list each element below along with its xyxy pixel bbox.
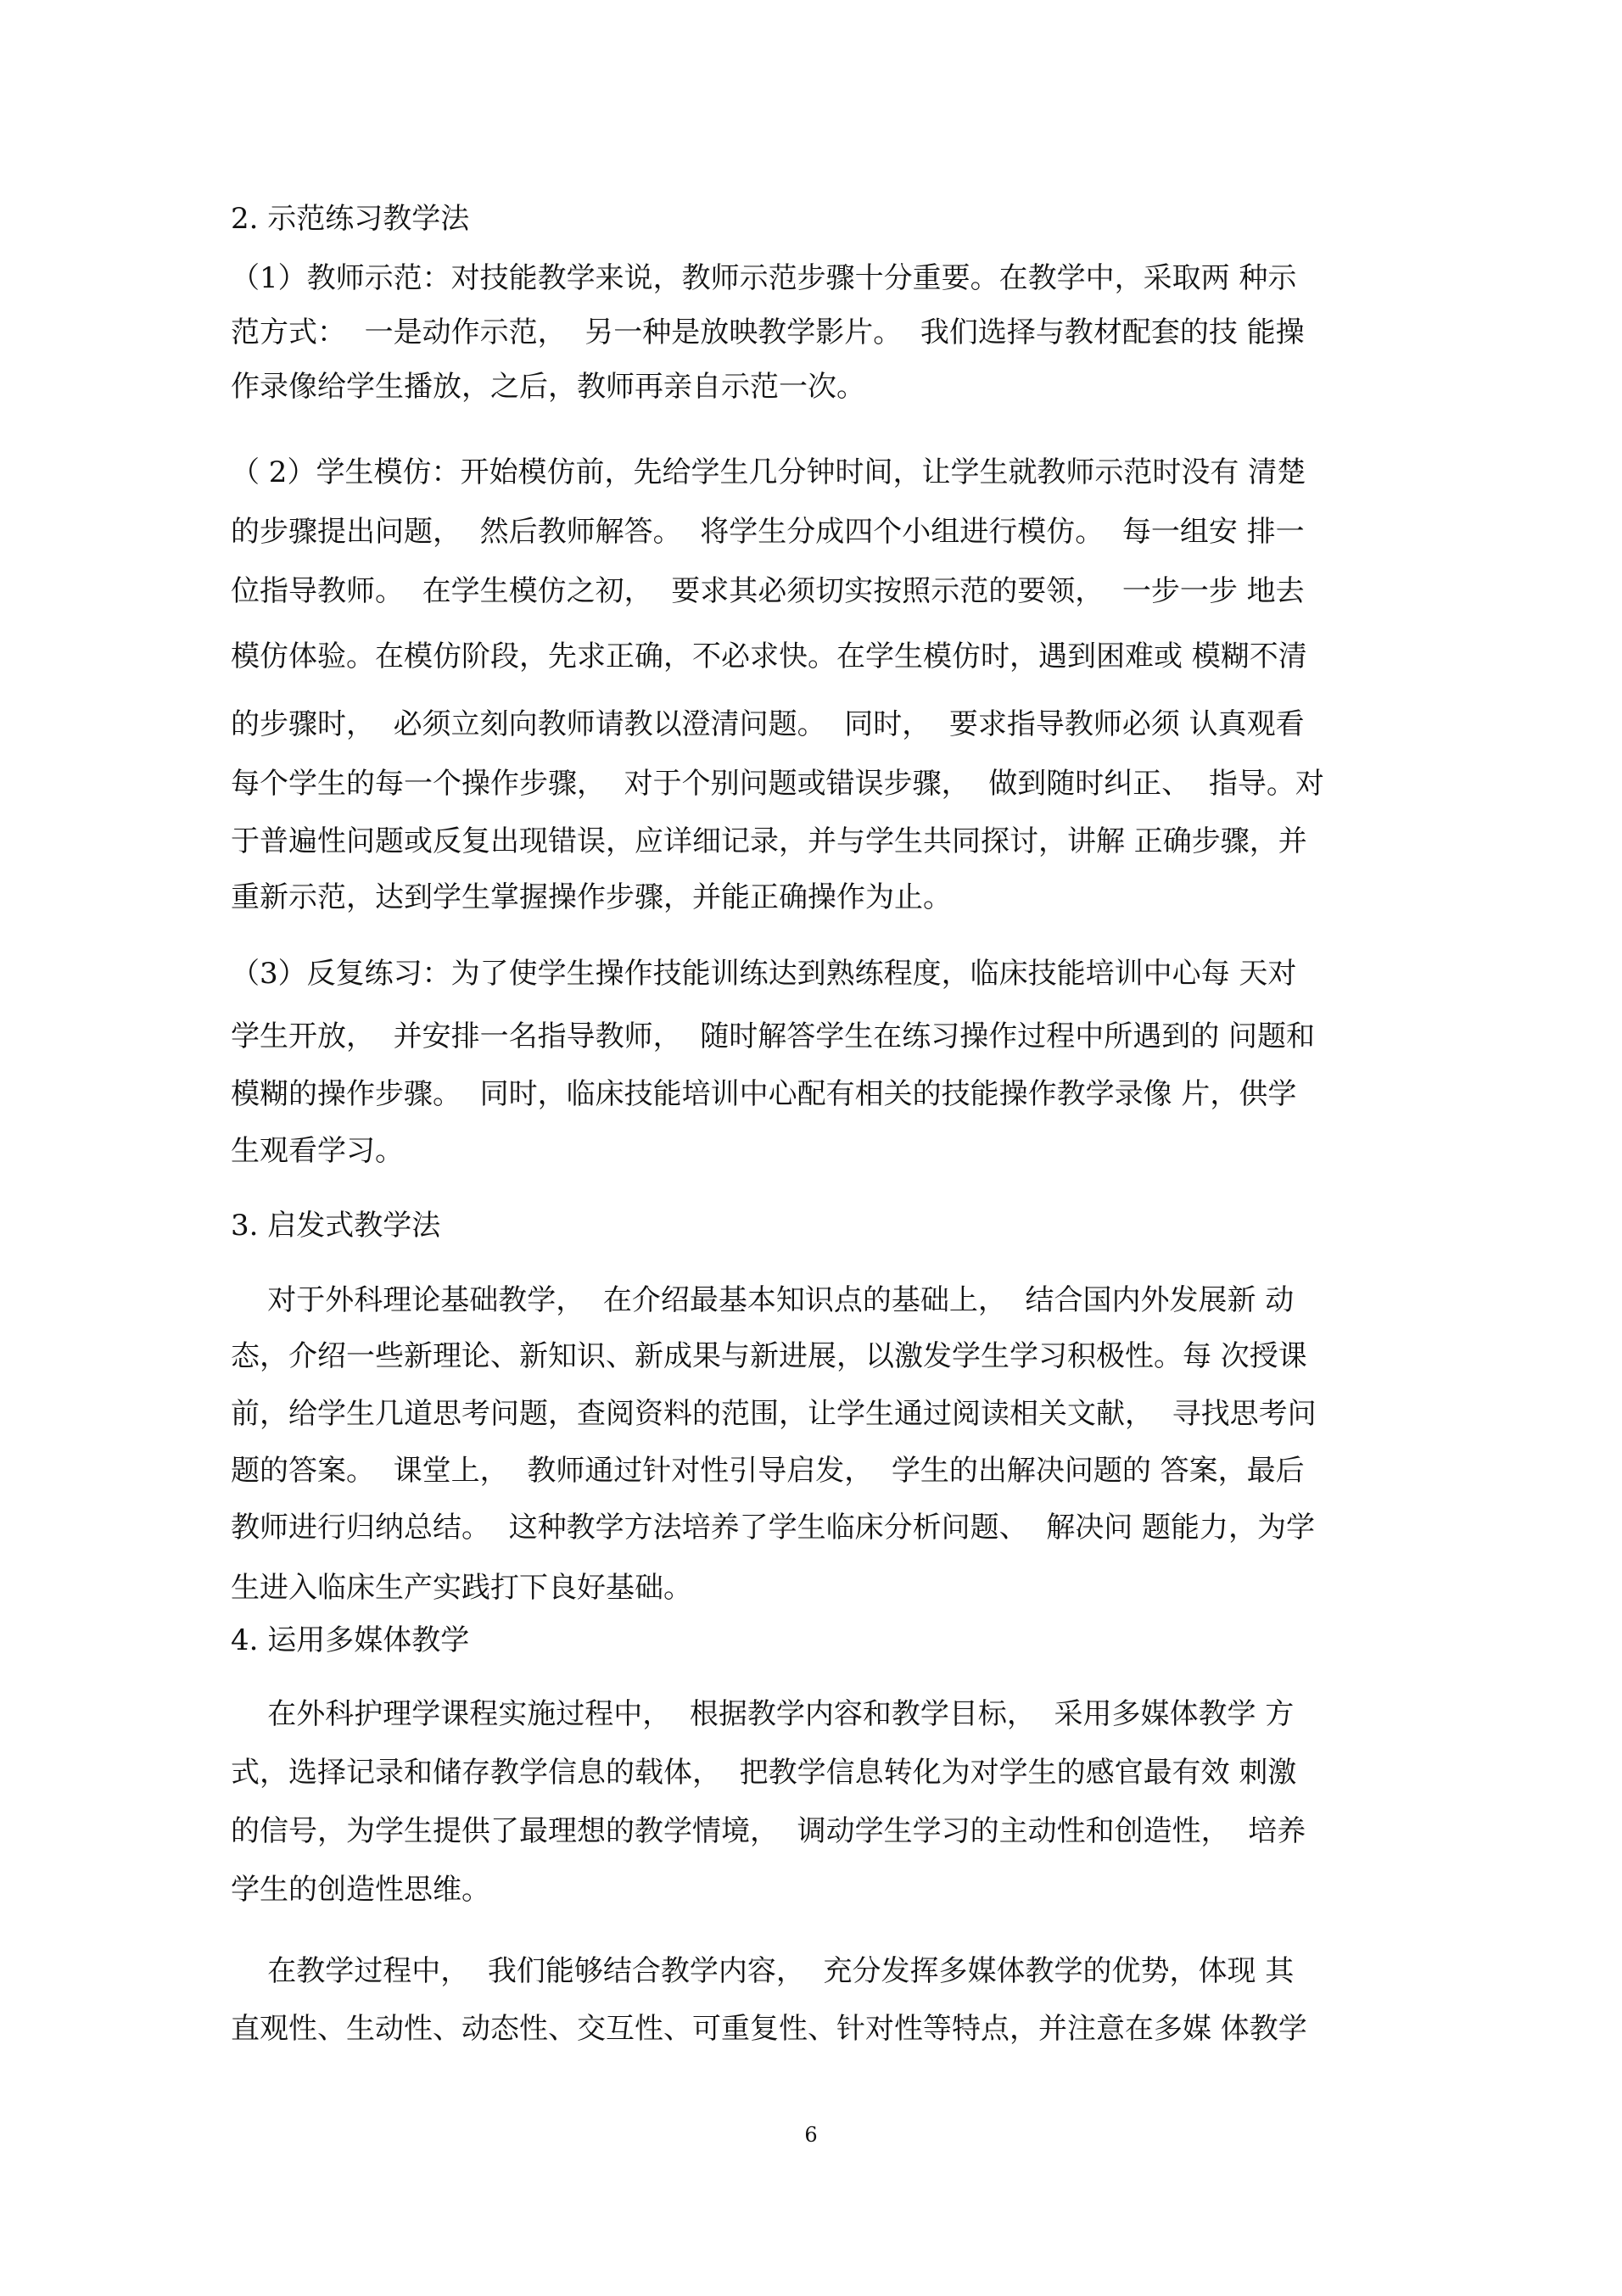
section-heading-demonstration-practice: 2. 示范练习教学法 (231, 202, 470, 236)
paragraph-line: 学生的创造性思维。 (231, 1873, 490, 1907)
paragraph-line: （3）反复练习：为了使学生操作技能训练达到熟练程度，临床技能培训中心每 天对 (231, 957, 1297, 991)
paragraph-line: 的步骤提出问题， 然后教师解答。 将学生分成四个小组进行模仿。 每一组安 排一 (231, 515, 1305, 549)
page-number: 6 (804, 2123, 818, 2147)
paragraph-line: 模糊的操作步骤。 同时，临床技能培训中心配有相关的技能操作教学录像 片，供学 (231, 1077, 1297, 1111)
paragraph-line: 位指导教师。 在学生模仿之初， 要求其必须切实按照示范的要领， 一步一步 地去 (231, 574, 1305, 608)
paragraph-line: 在外科护理学课程实施过程中， 根据教学内容和教学目标， 采用多媒体教学 方 (231, 1697, 1295, 1731)
paragraph-line: 直观性、生动性、动态性、交互性、可重复性、针对性等特点，并注意在多媒 体教学 (231, 2012, 1307, 2046)
paragraph-line: 生观看学习。 (231, 1134, 404, 1168)
paragraph-line: （ 2）学生模仿：开始模仿前，先给学生几分钟时间，让学生就教师示范时没有 清楚 (231, 455, 1306, 489)
section-heading-multimedia-teaching: 4. 运用多媒体教学 (231, 1623, 470, 1657)
paragraph-line: 作录像给学生播放，之后，教师再亲自示范一次。 (231, 370, 865, 404)
paragraph-line: 教师进行归纳总结。 这种教学方法培养了学生临床分析问题、 解决问 题能力，为学 (231, 1511, 1316, 1545)
paragraph-line: 每个学生的每一个操作步骤， 对于个别问题或错误步骤， 做到随时纠正、 指导。对 (231, 767, 1324, 801)
paragraph-line: 模仿体验。在模仿阶段，先求正确，不必求快。在学生模仿时，遇到困难或 模糊不清 (231, 640, 1307, 673)
paragraph-line: 式，选择记录和储存教学信息的载体， 把教学信息转化为对学生的感官最有效 刺激 (231, 1756, 1297, 1790)
paragraph-line: 学生开放， 并安排一名指导教师， 随时解答学生在练习操作过程中所遇到的 问题和 (231, 1020, 1316, 1053)
paragraph-line: （1）教师示范：对技能教学来说，教师示范步骤十分重要。在教学中，采取两 种示 (231, 261, 1297, 295)
paragraph-line: 的信号，为学生提供了最理想的教学情境， 调动学生学习的主动性和创造性， 培养 (231, 1814, 1306, 1848)
paragraph-line: 生进入临床生产实践打下良好基础。 (231, 1571, 692, 1605)
paragraph-line: 于普遍性问题或反复出现错误，应详细记录，并与学生共同探讨，讲解 正确步骤，并 (231, 824, 1307, 858)
paragraph-line: 范方式： 一是动作示范， 另一种是放映教学影片。 我们选择与教材配套的技 能操 (231, 316, 1305, 349)
section-heading-heuristic-teaching: 3. 启发式教学法 (231, 1209, 441, 1243)
paragraph-line: 题的答案。 课堂上， 教师通过针对性引导启发， 学生的出解决问题的 答案，最后 (231, 1454, 1305, 1488)
paragraph-line: 对于外科理论基础教学， 在介绍最基本知识点的基础上， 结合国内外发展新 动 (231, 1283, 1295, 1317)
paragraph-line: 的步骤时， 必须立刻向教师请教以澄清问题。 同时， 要求指导教师必须 认真观看 (231, 707, 1305, 741)
paragraph-line: 态，介绍一些新理论、新知识、新成果与新进展，以激发学生学习积极性。每 次授课 (231, 1339, 1307, 1373)
paragraph-line: 前，给学生几道思考问题，查阅资料的范围，让学生通过阅读相关文献， 寻找思考问 (231, 1397, 1317, 1431)
paragraph-line: 重新示范，达到学生掌握操作步骤，并能正确操作为止。 (231, 880, 952, 914)
paragraph-line: 在教学过程中， 我们能够结合教学内容， 充分发挥多媒体教学的优势，体现 其 (231, 1954, 1295, 1988)
